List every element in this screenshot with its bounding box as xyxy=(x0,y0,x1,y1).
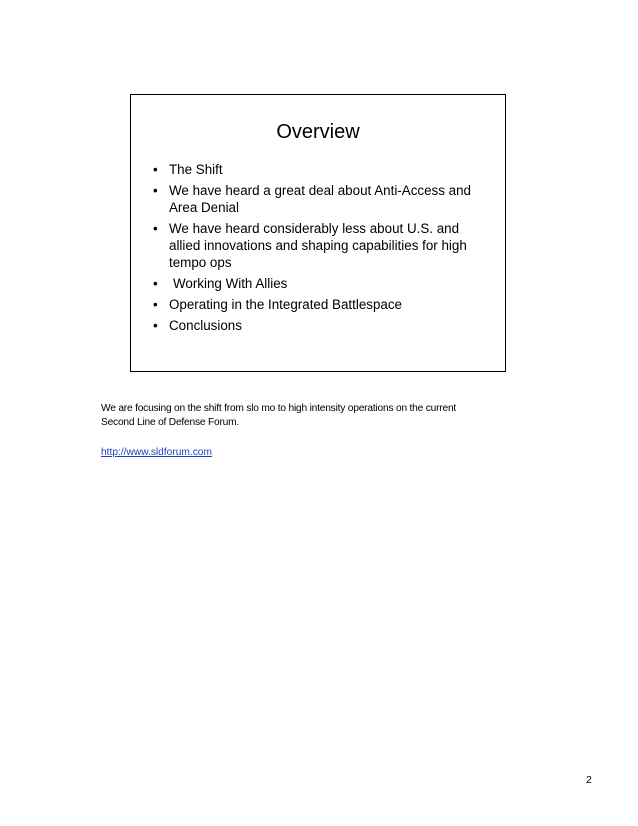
bullet-dot-icon: • xyxy=(153,276,158,291)
bullet-dot-icon: • xyxy=(153,297,158,312)
bullet-item xyxy=(153,161,493,178)
bullet-text: The Shift xyxy=(169,162,223,177)
bullet-text: We have heard a great deal about Anti-Access and Area Denial xyxy=(169,183,471,215)
sldforum-link[interactable]: http://www.sldforum.com xyxy=(101,447,212,458)
bullet-item xyxy=(153,182,493,216)
notes-line: Second Line of Defense Forum. xyxy=(101,417,240,428)
slide-frame xyxy=(130,94,506,372)
bullet-text: Operating in the Integrated Battlespace xyxy=(169,297,403,312)
notes-line: We are focusing on the shift from slo mo to high intensity operations on the current xyxy=(101,403,457,414)
speaker-notes xyxy=(101,402,541,430)
bullet-text: We have heard considerably less about U.S. and allied innovations and shaping capabilities for high tempo ops xyxy=(169,221,467,270)
bullet-dot-icon: • xyxy=(153,162,158,177)
bullet-list xyxy=(153,161,493,338)
slide-title: Overview xyxy=(276,121,360,143)
bullet-dot-icon: • xyxy=(153,183,158,198)
bullet-item xyxy=(153,275,493,292)
bullet-dot-icon: • xyxy=(153,221,158,236)
page-number: 2 xyxy=(586,774,592,786)
bullet-text: Working With Allies xyxy=(173,276,288,291)
bullet-item xyxy=(153,296,493,313)
bullet-item xyxy=(153,220,493,271)
bullet-text: Conclusions xyxy=(169,318,242,333)
bullet-item xyxy=(153,317,493,334)
bullet-dot-icon: • xyxy=(153,318,158,333)
